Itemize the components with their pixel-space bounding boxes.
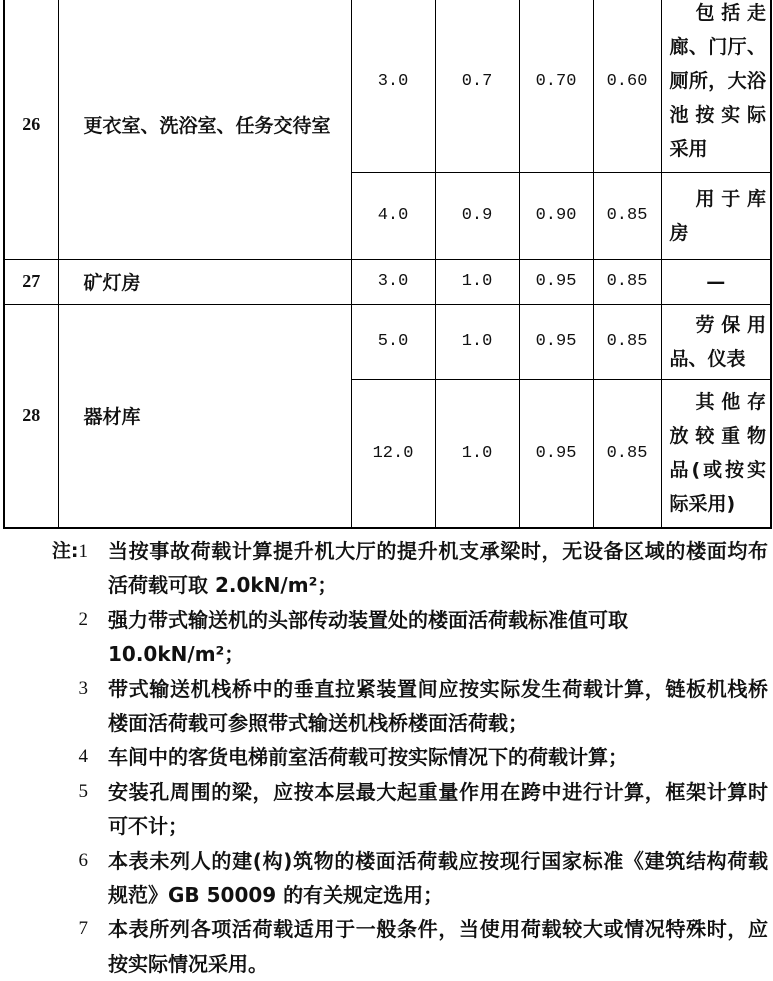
value-cell: 0.85 [593,259,661,304]
note-text [108,912,768,981]
table-row-28a [4,304,771,379]
note-line: 活荷载可取 2.0kN/m²； [108,573,338,598]
note-item [0,534,773,603]
note-number: 5 [78,780,88,802]
remark-line: 劳保用 [695,313,766,336]
note-line: 按实际情况采用。 [108,951,268,976]
note-item [0,603,773,672]
value-cell: 0.85 [593,172,661,259]
note-line: 本表所列各项活荷载适用于一般条件，当使用荷载较大或情况特殊时，应 [108,917,768,942]
remark-line: 用于库 [695,187,766,210]
value-cell: 12.0 [351,379,435,528]
remark-cell [661,379,771,528]
remark-cell [661,172,771,259]
value-cell: 1.0 [435,259,519,304]
note-line: 楼面活荷载可参照带式输送机栈桥楼面活荷载； [108,711,528,736]
room-name: 更衣室、洗浴室、任务交待室 [58,0,351,259]
value-cell: 0.60 [593,0,661,172]
remark-line: 包括走 [695,2,766,25]
room-name: 矿灯房 [58,259,351,304]
remark-line: 厕所，大浴 [669,70,766,93]
notes-label: 注: [51,540,79,562]
note-item [0,775,773,844]
note-number: 7 [78,918,88,940]
note-text [108,672,768,741]
row-number: 28 [4,304,58,528]
value-cell: 0.85 [593,304,661,379]
value-cell: 4.0 [351,172,435,259]
remark-cell [661,259,771,304]
floor-live-load-table [3,0,772,529]
remark-line: 品、仪表 [669,347,746,370]
note-line: 安装孔周围的梁，应按本层最大起重量作用在跨中进行计算，框架计算时 [108,779,768,804]
note-line: 车间中的客货电梯前室活荷载可按实际情况下的荷载计算； [108,745,628,770]
remark-cell [661,0,771,172]
value-cell: 0.9 [435,172,519,259]
note-number [0,534,108,603]
value-cell: 3.0 [351,259,435,304]
table-row-27 [4,259,771,304]
note-line: 本表未列人的建(构)筑物的楼面活荷载应按现行国家标准《建筑结构荷载 [108,848,768,873]
value-cell: 1.0 [435,304,519,379]
note-line: 当按事故荷载计算提升机大厅的提升机支承梁时，无设备区域的楼面均布 [108,539,768,563]
row-number: 26 [4,0,58,259]
note-item [0,740,773,774]
value-cell: 5.0 [351,304,435,379]
note-text [108,534,768,603]
room-name: 器材库 [58,304,351,528]
table-row-26a [4,0,771,172]
row-number: 27 [4,259,58,304]
remark-line: 池按实际 [669,104,766,127]
remark-line: 其他存 [695,391,766,414]
note-number: 6 [78,849,88,871]
value-cell: 3.0 [351,0,435,172]
value-cell: 0.70 [519,0,593,172]
remark-line: 采用 [669,138,708,161]
note-number: 2 [78,608,88,630]
value-cell: 0.85 [593,379,661,528]
note-number: 3 [78,677,88,699]
note-item [0,844,773,913]
note-number-value: 1 [78,541,88,562]
note-item [0,912,773,981]
note-number: 4 [78,746,88,768]
value-cell: 0.95 [519,304,593,379]
remark-line: 放较重物 [669,425,766,448]
remark-line: 廊、门厅、 [669,36,766,59]
note-line: 可不计； [108,814,188,839]
note-line: 带式输送机栈桥中的垂直拉紧装置间应按实际发生荷载计算，链板机栈桥 [108,676,768,701]
value-cell: 0.90 [519,172,593,259]
value-cell: 0.7 [435,0,519,172]
note-text [108,775,768,844]
value-cell: 0.95 [519,259,593,304]
remark-line: 品(或按实 [669,459,766,482]
note-line: 规范》GB 50009 的有关规定选用； [108,883,444,908]
note-line: 强力带式输送机的头部传动装置处的楼面活荷载标准值可取 10.0kN/m²； [108,607,628,667]
notes-section [0,534,773,981]
value-cell: 0.95 [519,379,593,528]
note-text [108,740,768,774]
remark-line: 际采用) [669,493,736,516]
remark-line: 房 [669,221,689,244]
note-item [0,672,773,741]
value-cell: 1.0 [435,379,519,528]
remark-cell [661,304,771,379]
note-text [108,603,768,672]
remark-dash: — [706,270,726,293]
note-text [108,844,768,913]
